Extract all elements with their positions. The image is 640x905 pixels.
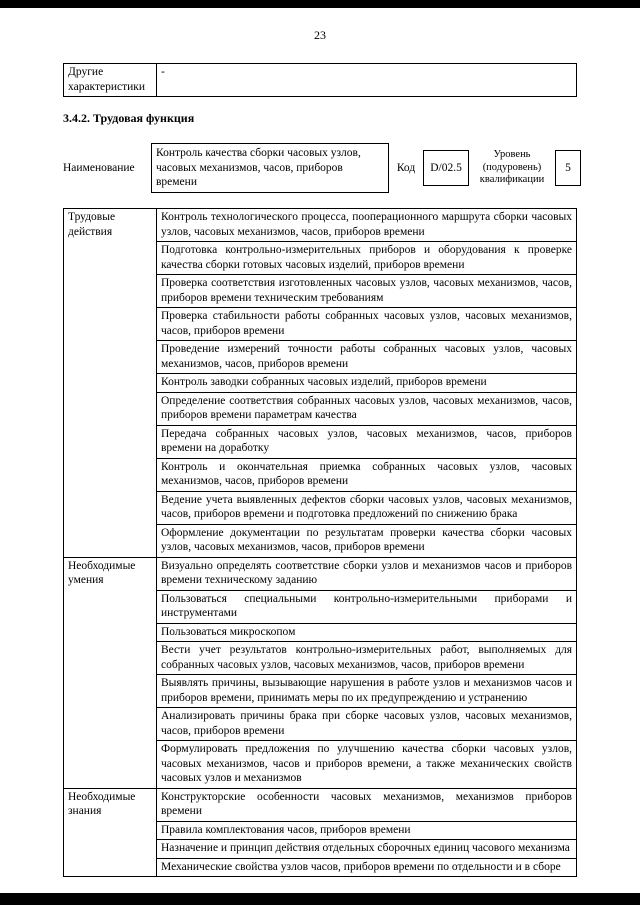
- table-row: [64, 788, 577, 821]
- required-knowledge-item: Назначение и принцип действия отдельных сборочных единиц часового механизма: [157, 840, 577, 859]
- section-label-required-knowledge: Необходимые знания: [64, 788, 157, 877]
- table-row: [64, 209, 577, 242]
- labor-function-details-table: [63, 208, 577, 877]
- page-number: 23: [314, 28, 326, 42]
- function-name-box: Контроль качества сборки часовых узлов, часовых механизмов, часов, приборов времени: [151, 143, 389, 193]
- labor-action-item: Передача собранных часовых узлов, часовых механизмов, часов, приборов времени на доработку: [157, 425, 577, 458]
- required-skill-item: Визуально определять соответствие сборки узлов и механизмов часов и приборов времени техническому заданию: [157, 557, 577, 590]
- labor-action-item: Определение соответствия собранных часовых узлов, часовых механизмов, часов, приборов времени параметрам качества: [157, 392, 577, 425]
- table-row: [64, 557, 577, 590]
- required-skill-item: Пользоваться специальными контрольно-измерительными приборами и инструментами: [157, 590, 577, 623]
- required-knowledge-item: Конструкторские особенности часовых механизмов, механизмов приборов времени: [157, 788, 577, 821]
- code-label: Код: [396, 162, 416, 174]
- other-characteristics-value: -: [157, 64, 577, 97]
- section-label-labor-actions: Трудовые действия: [64, 209, 157, 558]
- required-knowledge-item: Механические свойства узлов часов, приборов времени по отдельности и в сборе: [157, 858, 577, 877]
- required-skill-item: Вести учет результатов контрольно-измерительных работ, выполняемых для собранных часовых узлов, часовых механизмов, часов, приборов времени: [157, 642, 577, 675]
- labor-action-item: Подготовка контрольно-измерительных приборов и оборудования к проверке качества сборки готовых часовых изделий, приборов времени: [157, 242, 577, 275]
- labor-action-item: Ведение учета выявленных дефектов сборки часовых узлов, часовых механизмов, часов, приборов времени и подготовка предложений по снижению брака: [157, 491, 577, 524]
- scan-artifact-bottom-bar: [0, 893, 640, 905]
- section-heading: 3.4.2. Трудовая функция: [63, 111, 195, 125]
- qualification-level-label: Уровень (подуровень) квалификации: [479, 149, 545, 186]
- required-skill-item: Выявлять причины, вызывающие нарушения в работе узлов и механизмов часов и приборов времени, принимать меры по их предупреждению и устранению: [157, 675, 577, 708]
- labor-action-item: Проверка соответствия изготовленных часовых узлов, часовых механизмов, часов, приборов времени техническим требованиям: [157, 275, 577, 308]
- name-label: Наименование: [63, 162, 135, 174]
- required-skill-item: Пользоваться микроскопом: [157, 623, 577, 642]
- required-knowledge-item: Правила комплектования часов, приборов времени: [157, 821, 577, 840]
- function-header: [63, 143, 577, 193]
- other-characteristics-table: [63, 63, 577, 97]
- labor-action-item: Контроль заводки собранных часовых изделий, приборов времени: [157, 374, 577, 393]
- labor-action-item: Проведение измерений точности работы собранных часовых узлов, часовых механизмов, часов, приборов времени: [157, 341, 577, 374]
- labor-action-item: Проверка стабильности работы собранных часовых узлов, часовых механизмов, часов, приборов времени: [157, 308, 577, 341]
- function-code-box: D/02.5: [423, 150, 469, 186]
- labor-action-item: Оформление документации по результатам проверки качества сборки часовых узлов, часовых механизмов, часов, приборов времени: [157, 524, 577, 557]
- section-label-required-skills: Необходимые умения: [64, 557, 157, 788]
- table-row: [64, 64, 577, 97]
- labor-action-item: Контроль и окончательная приемка собранных часовых узлов, часовых механизмов, часов, приборов времени: [157, 458, 577, 491]
- labor-action-item: Контроль технологического процесса, пооперационного маршрута сборки часовых узлов, часовых механизмов, часов, приборов времени: [157, 209, 577, 242]
- qualification-level-box: 5: [555, 150, 581, 186]
- required-skill-item: Формулировать предложения по улучшению качества сборки часовых узлов, часовых механизмов, часов и приборов времени, а также механических свойств часовых узлов и механизмов: [157, 741, 577, 789]
- other-characteristics-label: Другие характеристики: [64, 64, 157, 97]
- required-skill-item: Анализировать причины брака при сборке часовых узлов, часовых механизмов, часов, приборов времени: [157, 708, 577, 741]
- page-content: [63, 0, 577, 877]
